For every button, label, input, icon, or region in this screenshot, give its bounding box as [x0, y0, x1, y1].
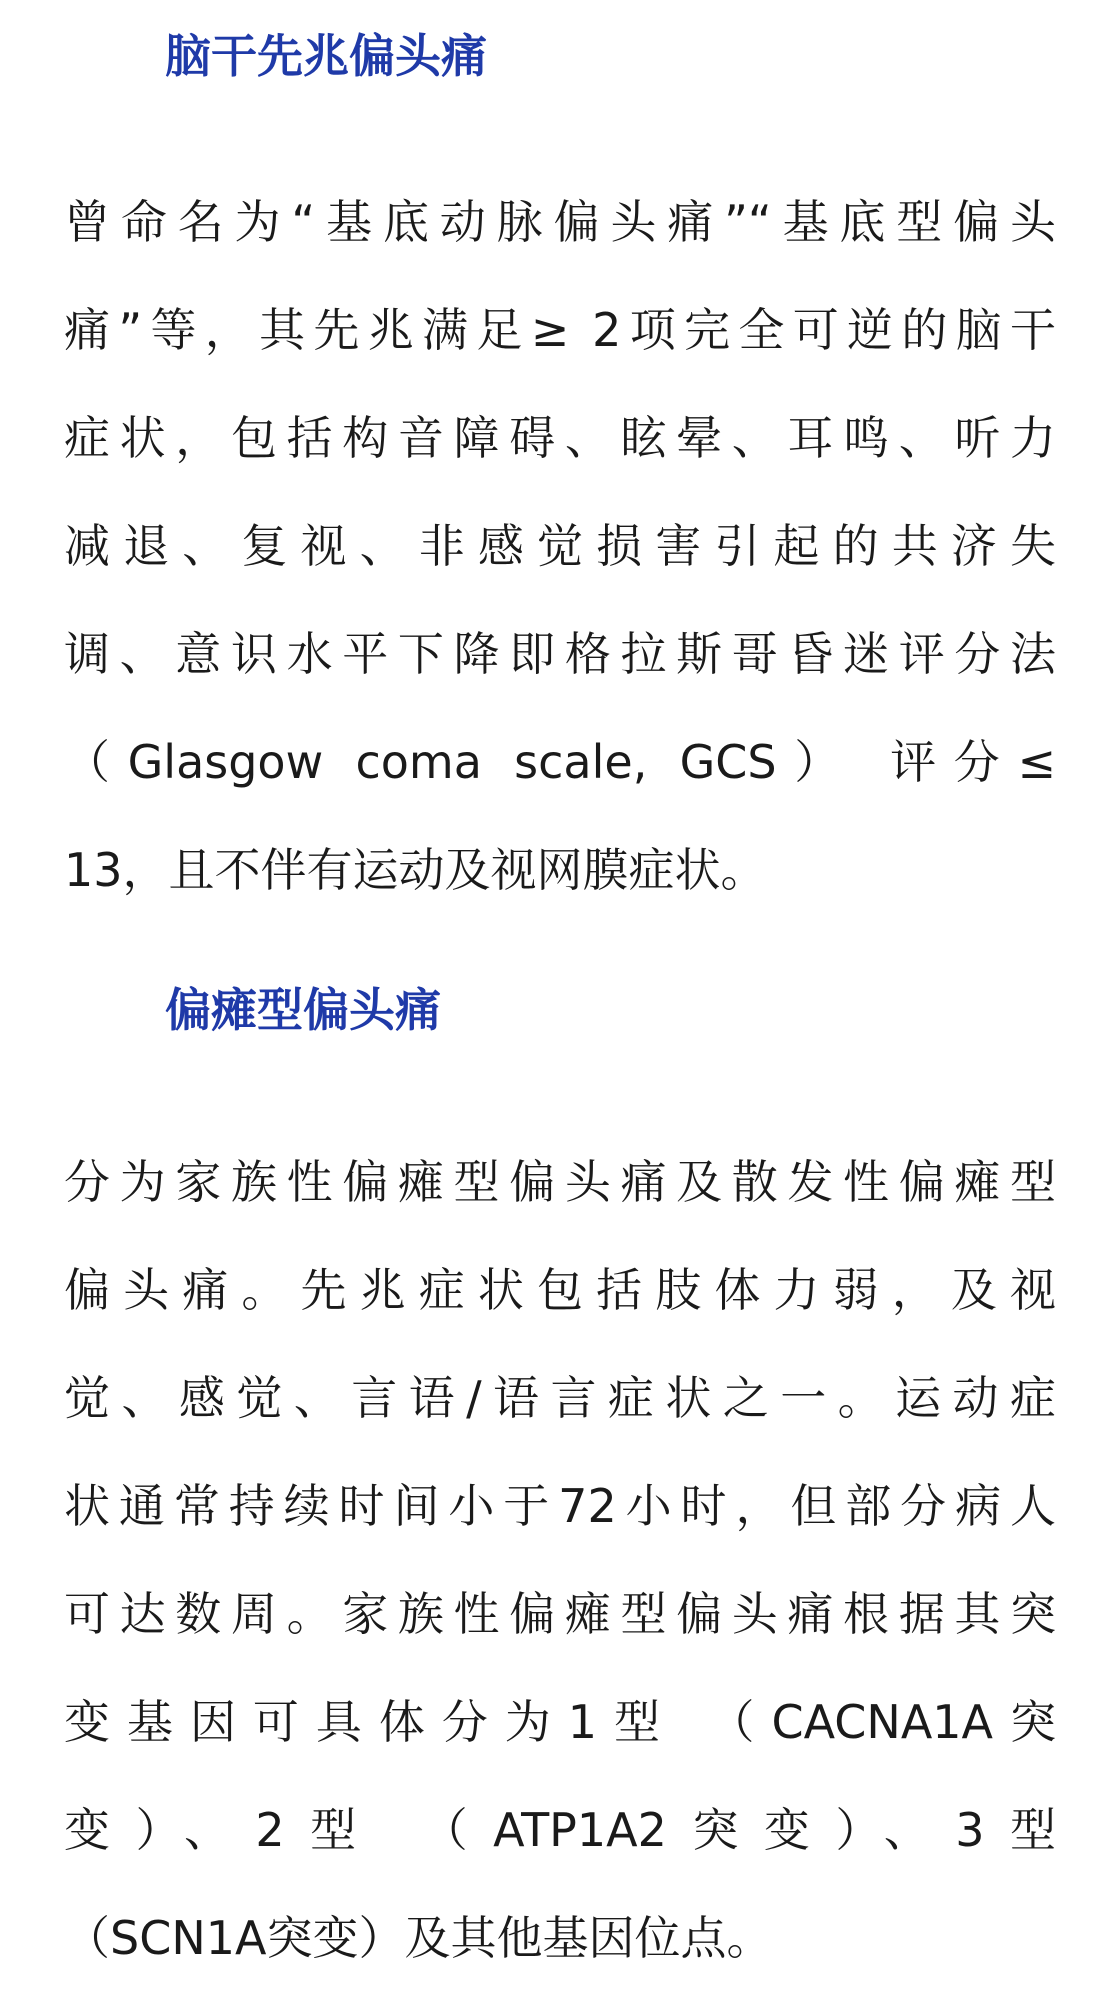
text-line: 分为家族性偏瘫型偏头痛及散发性偏瘫型	[64, 1155, 1056, 1209]
paragraph-brainstem-aura-migraine	[64, 168, 1056, 924]
text-line: 觉、感觉、言语/语言症状之一。运动症	[64, 1371, 1056, 1425]
text-line: 减退、复视、非感觉损害引起的共济失	[64, 519, 1056, 573]
text-line: （Glasgow coma scale, GCS） 评分≤	[64, 735, 1056, 789]
text-line: 13，且不伴有运动及视网膜症状。	[64, 843, 767, 897]
text-line: （SCN1A突变）及其他基因位点。	[64, 1911, 773, 1965]
text-line: 偏头痛。先兆症状包括肢体力弱，及视	[64, 1263, 1056, 1317]
section-heading-hemiplegic-migraine: 偏瘫型偏头痛	[165, 983, 441, 1037]
text-line: 调、意识水平下降即格拉斯哥昏迷评分法	[64, 627, 1056, 681]
text-line: 变基因可具体分为1型 （CACNA1A突	[64, 1695, 1056, 1749]
section-heading-brainstem-aura-migraine: 脑干先兆偏头痛	[165, 29, 487, 83]
text-line: 变）、2型 （ATP1A2突变）、3型	[64, 1803, 1056, 1857]
text-line: 可达数周。家族性偏瘫型偏头痛根据其突	[64, 1587, 1056, 1641]
text-line: 痛”等，其先兆满足≥ 2项完全可逆的脑干	[64, 303, 1056, 357]
text-line: 曾命名为“基底动脉偏头痛”“基底型偏头	[64, 195, 1056, 249]
paragraph-hemiplegic-migraine	[64, 1128, 1056, 1992]
text-line: 状通常持续时间小于72小时，但部分病人	[64, 1479, 1056, 1533]
text-line: 症状，包括构音障碍、眩晕、耳鸣、听力	[64, 411, 1056, 465]
